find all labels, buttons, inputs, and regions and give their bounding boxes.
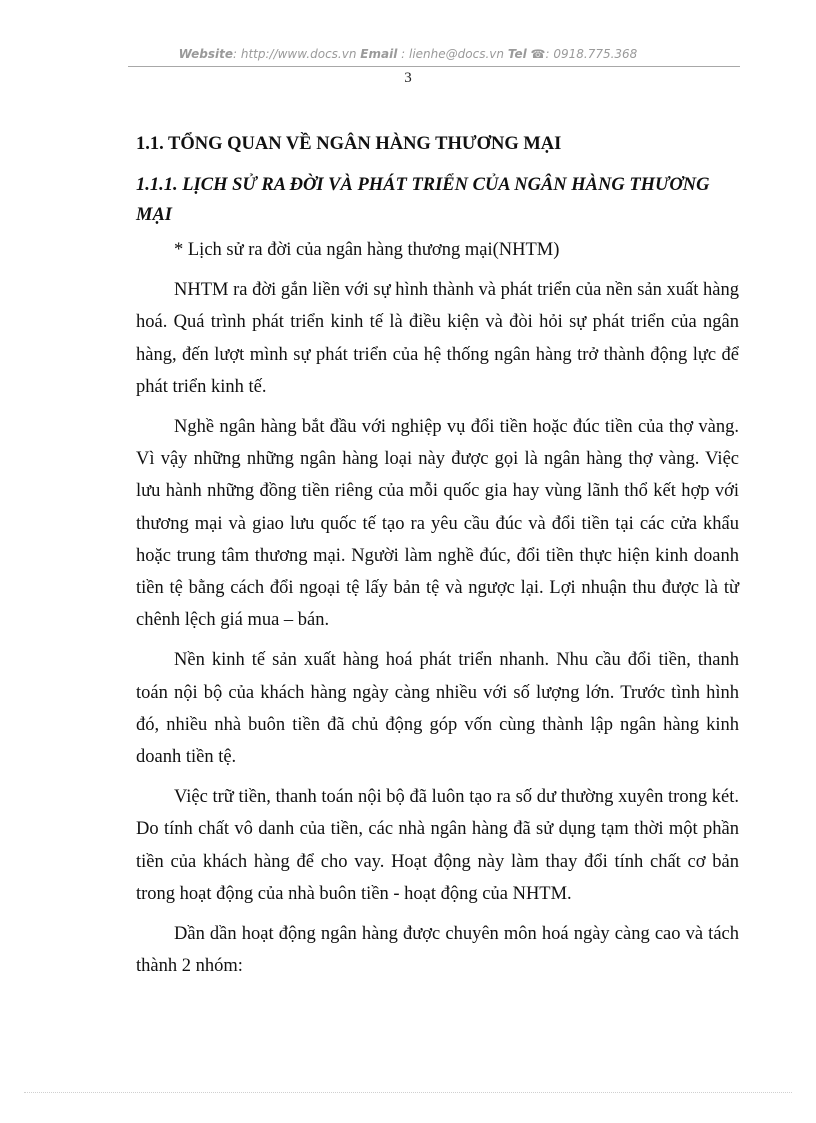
email-link[interactable]: : lienhe@docs.vn [401,47,504,61]
phone-icon: ☎ [530,47,546,61]
header-divider [128,66,740,67]
tel-label: Tel [507,47,527,61]
website-link[interactable]: : http://www.docs.vn [233,47,357,61]
section-heading: 1.1. TỔNG QUAN VỀ NGÂN HÀNG THƯƠNG MẠI [136,134,562,154]
tel-value: : 0918.775.368 [545,47,638,61]
page-header [0,47,816,61]
subsection-heading: 1.1.1. LỊCH SỬ RA ĐỜI VÀ PHÁT TRIỂN CỦA NGÂN HÀNG THƯƠNG MẠI [136,175,710,225]
paragraph: * Lịch sử ra đời của ngân hàng thương mại(NHTM) [174,240,560,260]
email-label: Email [360,47,398,61]
document-body [136,128,739,982]
footer-divider [24,1092,792,1093]
paragraph: Việc trữ tiền, thanh toán nội bộ đã luôn tạo ra số dư thường xuyên trong két. Do tính chất vô danh của tiền, các nhà ngân hàng đã sử dụng tạm thời một phần tiền của khách hàng để cho vay. Hoạt động này làm thay đổi tính chất cơ bản trong hoạt động của nhà buôn tiền - hoạt động của NHTM. [136,787,739,904]
paragraph: Nghề ngân hàng bắt đầu với nghiệp vụ đổi tiền hoặc đúc tiền của thợ vàng. Vì vậy những những ngân hàng loại này được gọi là ngân hàng thợ vàng. Việc lưu hành những đồng tiền riêng của mỗi quốc gia hay vùng lãnh thổ kết hợp với thương mại và giao lưu quốc tế tạo ra yêu cầu đúc và đổi tiền tại các cửa khẩu hoặc trung tâm thương mại. Người làm nghề đúc, đổi tiền thực hiện kinh doanh tiền tệ bằng cách đổi ngoại tệ lấy bản tệ và ngược lại. Lợi nhuận thu được là từ chênh lệch giá mua – bán. [136,417,739,631]
website-label: Website [178,47,233,61]
paragraph: NHTM ra đời gắn liền với sự hình thành và phát triển của nền sản xuất hàng hoá. Quá trình phát triển kinh tế là điều kiện và đòi hỏi sự phát triển của ngân hàng, đến lượt mình sự phát triển của hệ thống ngân hàng trở thành động lực để phát triển kinh tế. [136,280,739,397]
page-number: 3 [404,70,412,86]
paragraph: Nền kinh tế sản xuất hàng hoá phát triển nhanh. Nhu cầu đổi tiền, thanh toán nội bộ của khách hàng ngày càng nhiều với số lượng lớn. Trước tình hình đó, nhiều nhà buôn tiền đã chủ động góp vốn cùng thành lập ngân hàng kinh doanh tiền tệ. [136,650,739,768]
paragraph: Dần dần hoạt động ngân hàng được chuyên môn hoá ngày càng cao và tách thành 2 nhóm: [136,924,739,977]
